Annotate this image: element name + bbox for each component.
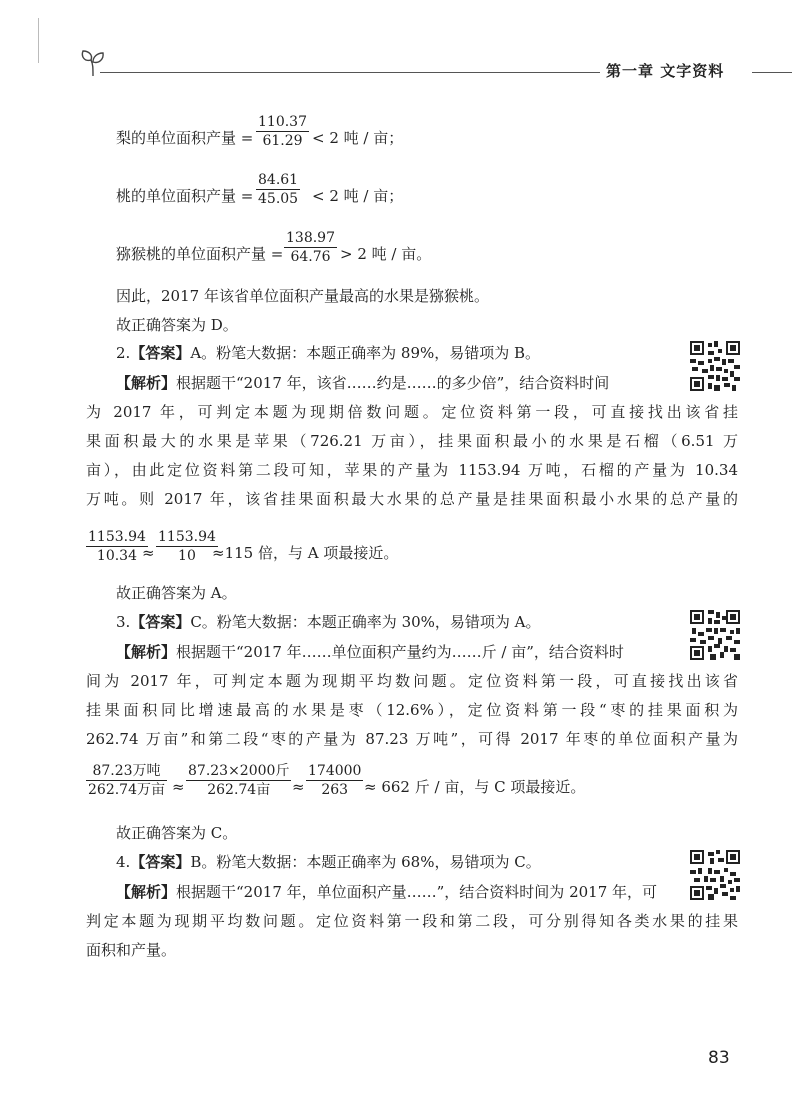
page-number: 83 — [708, 1048, 730, 1068]
q2-analysis-line-3: 果面积最大的水果是苹果（726.21 万亩），挂果面积最小的水果是石榴（6.51 万 — [86, 432, 738, 450]
qr-code-icon — [690, 610, 740, 660]
q3-final-answer: 故正确答案为 C。 — [116, 824, 238, 842]
calc-peach-label: 桃的单位面积产量 = — [116, 187, 254, 205]
q4-answer-line — [116, 852, 541, 872]
q2-fraction-2-numerator: 1153.94 — [158, 529, 216, 545]
q3-fraction-1-numerator: 87.23万吨 — [86, 762, 167, 781]
q4-answer-tag: 【答案】 — [130, 853, 191, 871]
q2-analysis-line-4: 亩），由此定位资料第二段可知，苹果的产量为 1153.94 万吨，石榴的产量为 10.34 — [86, 461, 738, 479]
calc-peach-tail: < 2 吨 / 亩； — [312, 187, 404, 205]
q3-number: 3. — [116, 613, 131, 631]
q3-fraction-3 — [306, 762, 363, 799]
calc-peach-fraction — [256, 171, 300, 208]
q3-answer-text: C。粉笔大数据：本题正确率为 30%，易错项为 A。 — [190, 613, 541, 631]
q3-fraction-2 — [186, 762, 291, 799]
q4-answer-text: B。粉笔大数据：本题正确率为 68%，易错项为 C。 — [190, 853, 541, 871]
q3-approx-sign-2: ≈ — [292, 778, 305, 796]
q3-result-tail: ≈ 662 斤 / 亩，与 C 项最接近。 — [364, 778, 586, 796]
q4-analysis-line-1 — [116, 882, 657, 902]
calc-kiwi-numerator: 138.97 — [286, 230, 335, 246]
calc-pear-label: 梨的单位面积产量 = — [116, 129, 254, 147]
header-rule — [100, 72, 600, 73]
q4-analysis-line-2: 判定本题为现期平均数问题。定位资料第一段和第二段，可分别得知各类水果的挂果 — [86, 912, 738, 930]
q2-analysis-tag: 【解析】 — [116, 374, 177, 392]
q3-fraction-3-denominator: 263 — [321, 782, 349, 798]
q3-fraction-3-numerator: 174000 — [308, 763, 362, 779]
q3-analysis-tag: 【解析】 — [116, 643, 177, 661]
calc-peach-numerator: 84.61 — [258, 172, 299, 188]
chapter-title: 第一章 文字资料 — [606, 62, 725, 80]
q2-number: 2. — [116, 344, 131, 362]
calc-peach-denominator: 45.05 — [258, 191, 299, 207]
q3-analysis-line-3: 挂果面积同比增速最高的水果是枣（12.6%），定位资料第一段“枣的挂果面积为 — [86, 701, 738, 719]
q3-answer-tag: 【答案】 — [130, 613, 191, 631]
leaf-icon — [80, 48, 106, 78]
q3-fraction-1 — [86, 762, 167, 799]
q2-fraction-1-numerator: 1153.94 — [88, 529, 146, 545]
q1-final-answer: 故正确答案为 D。 — [116, 316, 238, 334]
q2-fraction-2-denominator: 10 — [178, 548, 196, 564]
q3-analysis-line-1 — [116, 642, 624, 662]
q2-fraction-1 — [86, 528, 148, 565]
q2-answer-text: A。粉笔大数据：本题正确率为 89%，易错项为 B。 — [190, 344, 541, 362]
calc-pear-tail: < 2 吨 / 亩； — [312, 129, 404, 147]
calc-kiwi-fraction — [284, 229, 337, 266]
q2-final-answer: 故正确答案为 A。 — [116, 584, 237, 602]
q2-analysis-line-5: 万吨。则 2017 年，该省挂果面积最大水果的总产量是挂果面积最小水果的总产量的 — [86, 490, 738, 508]
q2-analysis-text-1: 根据题干“2017 年，该省……约是……的多少倍”，结合资料时间 — [176, 374, 610, 392]
margin-mark — [38, 18, 39, 63]
q3-fraction-2-numerator: 87.23×2000斤 — [188, 763, 290, 779]
q3-analysis-text-1: 根据题干“2017 年……单位面积产量约为……斤 / 亩”，结合资料时 — [176, 643, 624, 661]
q2-fraction-2 — [156, 528, 218, 565]
q2-analysis-line-2: 为 2017 年，可判定本题为现期倍数问题。定位资料第一段，可直接找出该省挂 — [86, 403, 738, 421]
calc-pear-numerator: 110.37 — [258, 114, 307, 130]
header-rule-tail — [752, 72, 792, 73]
conclusion-text: 因此，2017 年该省单位面积产量最高的水果是猕猴桃。 — [116, 287, 489, 305]
q3-fraction-2-denominator: 262.74亩 — [207, 782, 271, 798]
q4-analysis-line-3: 面积和产量。 — [86, 941, 177, 959]
q4-analysis-text-1: 根据题干“2017 年，单位面积产量……”，结合资料时间为 2017 年，可 — [176, 883, 658, 901]
q2-fraction-1-denominator: 10.34 — [96, 548, 137, 564]
qr-code-icon — [690, 850, 740, 900]
q2-answer-tag: 【答案】 — [130, 344, 191, 362]
q2-result-tail: ≈115 倍，与 A 项最接近。 — [212, 544, 399, 562]
q3-approx-sign-1: ≈ — [172, 778, 185, 796]
calc-pear-fraction — [256, 113, 309, 150]
calc-kiwi-tail: > 2 吨 / 亩。 — [340, 245, 432, 263]
q3-analysis-line-2: 间为 2017 年，可判定本题为现期平均数问题。定位资料第一段，可直接找出该省 — [86, 672, 738, 690]
q3-fraction-1-denominator: 262.74万亩 — [88, 782, 165, 798]
calc-kiwi-label: 猕猴桃的单位面积产量 = — [116, 245, 284, 263]
q2-answer-line — [116, 343, 540, 363]
calc-pear-denominator: 61.29 — [262, 133, 303, 149]
calc-kiwi-denominator: 64.76 — [290, 249, 331, 265]
q2-analysis-line-1 — [116, 373, 609, 393]
q3-answer-line — [116, 612, 541, 632]
qr-code-icon — [690, 341, 740, 391]
q2-approx-sign: ≈ — [142, 544, 155, 562]
q3-analysis-line-4: 262.74 万亩”和第二段“枣的产量为 87.23 万吨”，可得 2017 年枣的单位面积产量为 — [86, 730, 738, 748]
q4-analysis-tag: 【解析】 — [116, 883, 177, 901]
q4-number: 4. — [116, 853, 131, 871]
